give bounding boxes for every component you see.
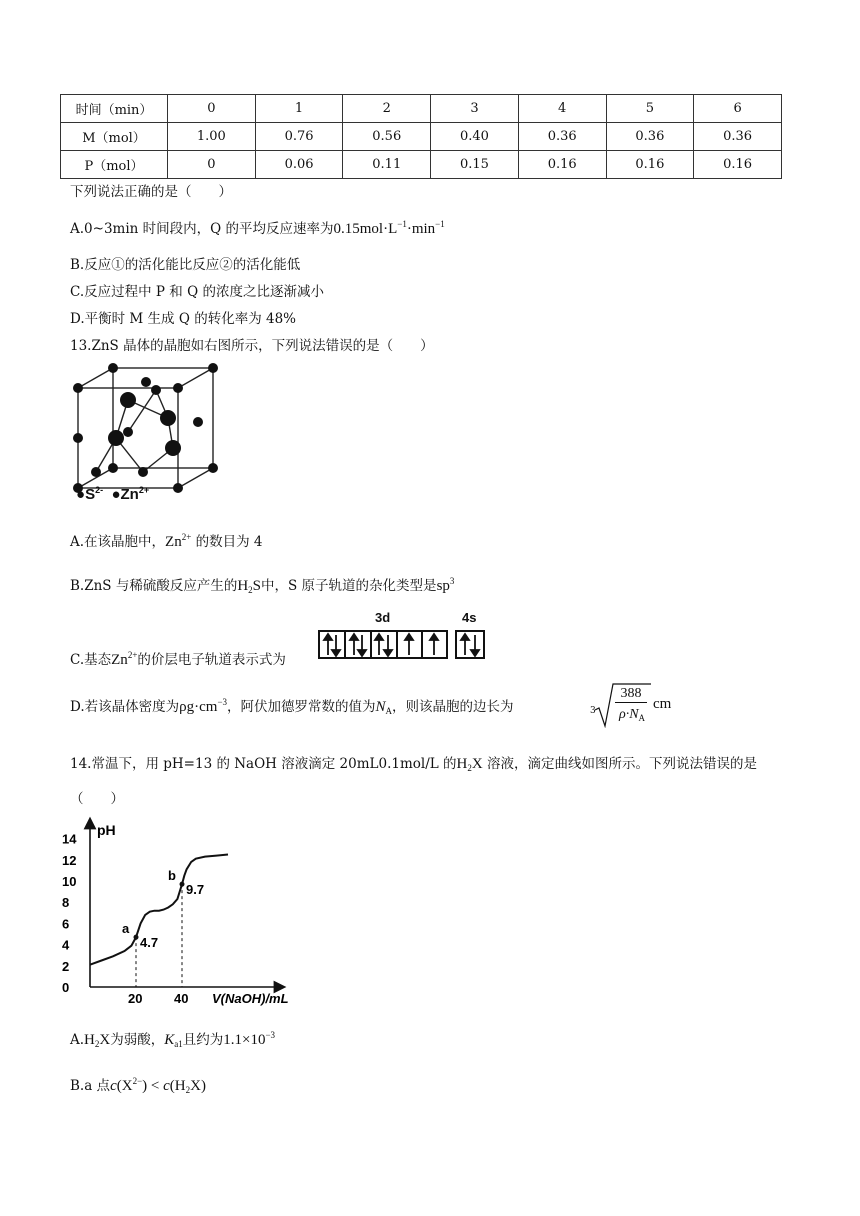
zn-ion-dot: ● [111,486,121,503]
zn-orbital-diagram [318,630,488,660]
q13-stem: 13.ZnS 晶体的晶胞如右图所示，下列说法错误的是（ ） [70,338,434,354]
table-cell: 2 [343,95,431,123]
q13-option-c: C.基态$Zn^{2+}$的价层电子轨道表示式为 [70,650,286,668]
q12-option-c: C.反应过程中 P 和 Q 的浓度之比逐渐减小 [70,284,324,300]
table-cell: M（mol） [61,123,168,151]
q13-option-b: B.ZnS 与稀硫酸反应产生的$H_2S$中，S 原子轨道的杂化类型是$sp^3$ [70,576,455,595]
table-row [61,151,782,179]
orbital-label-4s: 4s [462,610,477,625]
table-cell: 0.16 [694,151,782,179]
y-tick-label: 4 [62,937,70,953]
y-tick-label: 8 [62,895,70,911]
y-tick-label: 14 [62,831,77,847]
table-cell: 1 [255,95,343,123]
q13-option-a: A.在该晶胞中，$Zn^{2+}$ 的数目为 4 [70,532,263,550]
cell-legend: $●S^{2-}$ $●Zn^{2+}$ [76,485,150,503]
q12-prompt: 下列说法正确的是（ ） [70,184,232,200]
table-cell: 0.36 [606,123,694,151]
kinetics-table [60,94,782,179]
point-b [180,882,185,887]
point-a [134,935,139,940]
table-cell: 3 [431,95,519,123]
point-value-label: 4.7 [140,935,159,951]
q14-stem: 14.常温下，用 pH=13 的 NaOH 溶液滴定 20mL0.1mol/L 的$H_2X$ 溶液，滴定曲线如图所示。下列说法错误的是 [70,756,757,773]
table-cell: 1.00 [168,123,256,151]
q13-option-d: D.若该晶体密度为$\rho g\cdot cm^{-3}$，阿伏加德罗常数的值为$N_A$，则该晶胞的边长为 [70,697,514,716]
table-cell: 0.16 [518,151,606,179]
table-cell: 0.76 [255,123,343,151]
table-cell: 4 [518,95,606,123]
y-tick-label: 12 [62,852,77,868]
table-cell: 0.36 [694,123,782,151]
table-cell: 0 [168,95,256,123]
s-ion-dot: ● [76,486,86,503]
table-cell: 0.11 [343,151,431,179]
table-cell: 0 [168,151,256,179]
q12-option-a: A.0~3min 时间段内，Q 的平均反应速率为$0.15mol\cdot L^{-1}\cdot\min^{-1}$ [70,219,445,237]
orbital-label-3d: 3d [375,610,391,625]
y-tick-label: 6 [62,916,70,932]
q12-option-d: D.平衡时 M 生成 Q 的转化率为 48% [70,311,296,327]
table-cell: 6 [694,95,782,123]
q14-option-b: B.a 点$c(X^{2-}) < c(H_2X)$ [70,1076,206,1095]
table-cell: 0.06 [255,151,343,179]
point-value-label: 9.7 [186,882,205,898]
table-cell: 0.15 [431,151,519,179]
point-label: b [168,868,176,884]
x-tick-label: 40 [174,991,189,1006]
table-cell: 5 [606,95,694,123]
y-tick-label: 2 [62,958,70,974]
table-cell: 时间（min） [61,95,168,123]
q12-option-b: B.反应①的活化能比反应②的活化能低 [70,257,301,273]
q14-option-a: $A.H_2X$为弱酸，$K_{a1}$且约为$1.1\times 10^{-3}$ [70,1030,276,1049]
titration-curve [90,855,228,965]
table-cell: 0.40 [431,123,519,151]
q14-paren: （ ） [70,791,124,807]
point-label: a [122,921,130,937]
y-tick-label: 0 [62,980,70,995]
table-cell: P（mol） [61,151,168,179]
table-row [61,123,782,151]
y-tick-label: 10 [62,874,77,889]
titration-chart [60,815,320,1010]
table-cell: 0.16 [606,151,694,179]
table-cell: 0.36 [518,123,606,151]
table-cell: 0.56 [343,123,431,151]
x-tick-label: 20 [128,991,143,1006]
table-row [61,95,782,123]
y-axis-label: pH [97,822,116,838]
x-axis-label: V(NaOH)/mL [212,991,289,1006]
